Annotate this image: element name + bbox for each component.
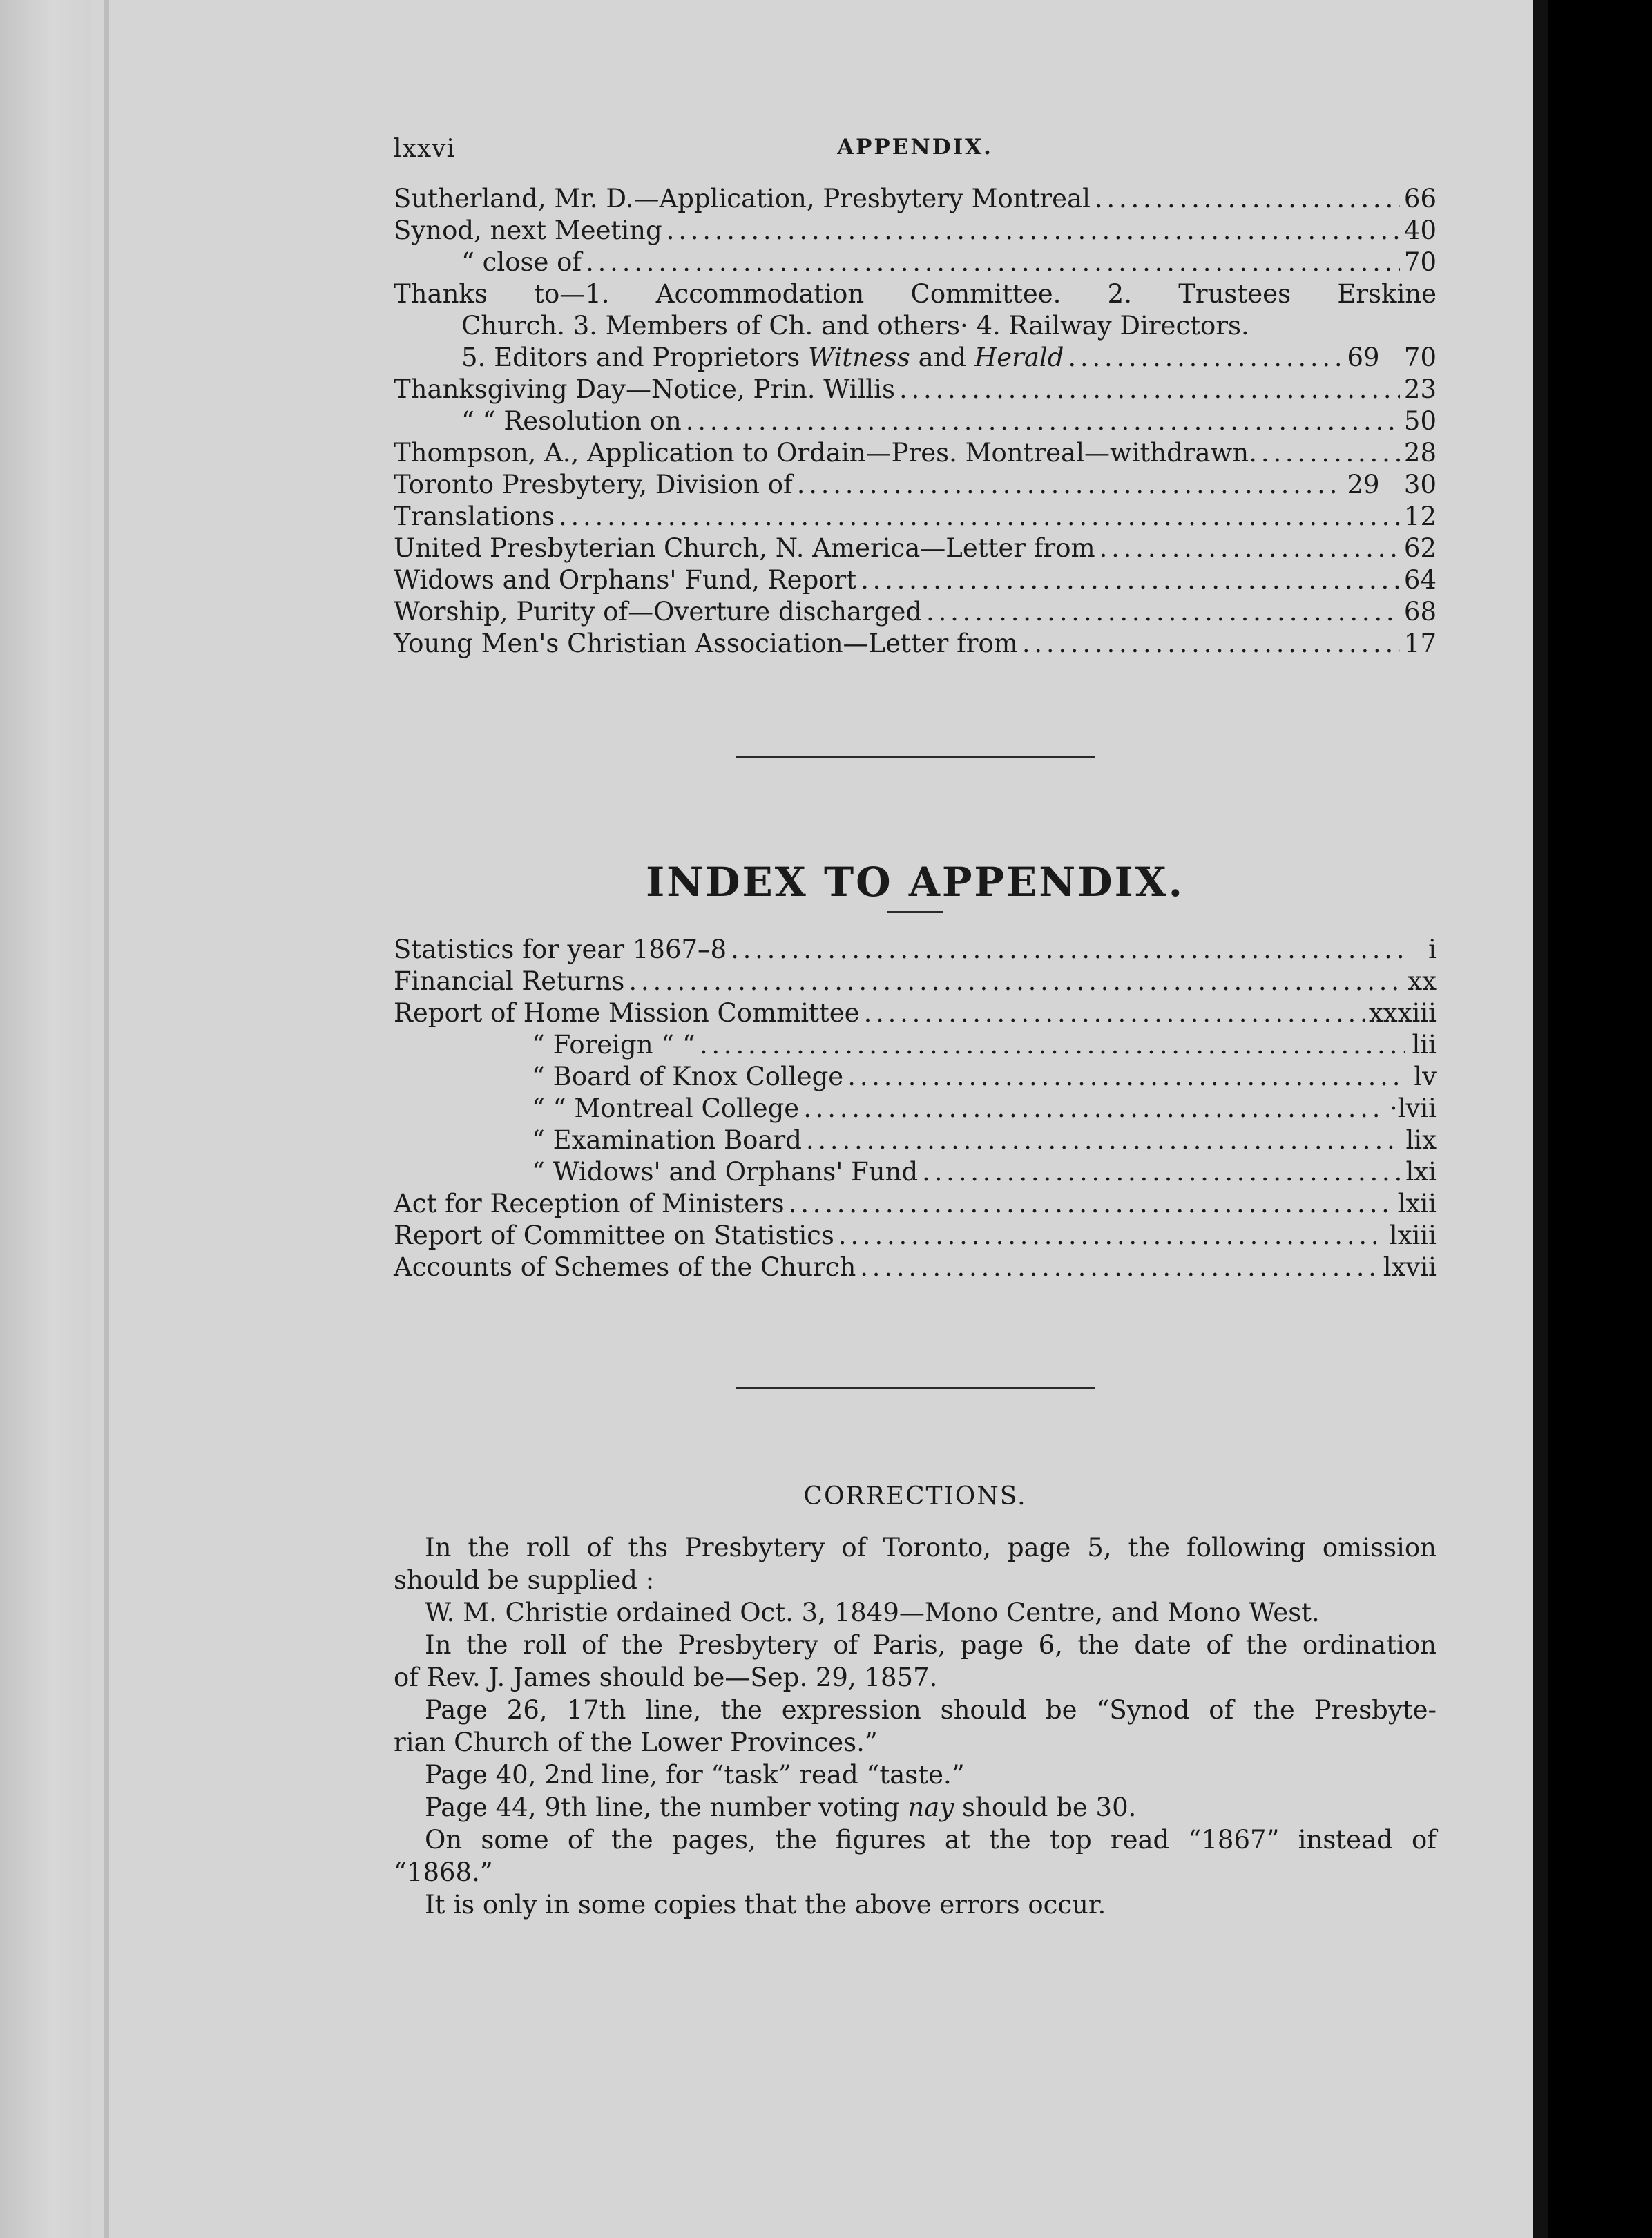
appendix-index-entry: “ Board of Knox College . . . lv [394, 1061, 1437, 1093]
appendix-index-entry: “ Examination Board . . . lix [394, 1125, 1437, 1156]
page-number: lxxvi [394, 135, 455, 163]
page-gutter [0, 0, 90, 2238]
index-entry: “ close of . . . 70 [394, 247, 1437, 278]
index-entry: Sutherland, Mr. D.—Application, Presbytery Montreal . . . 66 [394, 183, 1437, 215]
index-entry: Worship, Purity of—Overture discharged . . . 68 [394, 596, 1437, 628]
appendix-index-entry: Statistics for year 1867–8 . . . i [394, 934, 1437, 966]
correction-paragraph: It is only in some copies that the above errors occur. [425, 1890, 1106, 1920]
page-header [394, 135, 1437, 183]
index-entry: Widows and Orphans' Fund, Report . . . 64 [394, 564, 1437, 596]
appendix-index-entry: “ Foreign “ “ . . . lii [394, 1029, 1437, 1061]
index-to-appendix-title: INDEX TO APPENDIX. [646, 859, 1184, 906]
appendix-index-entry: Act for Reception of Ministers . . . lxii [394, 1188, 1437, 1220]
index-entry: 5. Editors and Proprietors Witness and Herald . . . 69 70 [394, 342, 1437, 374]
appendix-index-entry: “ Widows' and Orphans' Fund . . . lxi [394, 1156, 1437, 1188]
scan-border [1548, 0, 1652, 2238]
appendix-index-entry: Report of Committee on Statistics . . . lxiii [394, 1220, 1437, 1252]
correction-paragraph: Page 44, 9th line, the number voting nay should be 30. [425, 1792, 1137, 1822]
index-entry: Young Men's Christian Association—Letter from . . . 17 [394, 628, 1437, 660]
appendix-index-entry: Financial Returns . . . xx [394, 966, 1437, 997]
index-entry-line: Church. 3. Members of Ch. and others· 4. Railway Directors. [461, 311, 1249, 341]
correction-paragraph: W. M. Christie ordained Oct. 3, 1849—Mono Centre, and Mono West. [425, 1598, 1320, 1627]
correction-paragraph: Page 40, 2nd line, for “task” read “taste.” [425, 1760, 965, 1790]
appendix-index-entry: “ “ Montreal College . . . ·lvii [394, 1093, 1437, 1125]
page-content [394, 135, 1437, 1921]
index-entry: Synod, next Meeting . . . 40 [394, 215, 1437, 247]
appendix-index-list [394, 934, 1437, 1283]
correction-paragraph: Page 26, 17th line, the expression should be “Synod of the Presbyte- rian Church of the Lower Provinces.” [394, 1695, 1437, 1757]
page-right-edge [1533, 0, 1548, 2238]
corrections-title: CORRECTIONS. [803, 1482, 1027, 1511]
correction-paragraph: In the roll of the Presbytery of Paris, page 6, the date of the ordination of Rev. J. James should be—Sep. 29, 1857. [394, 1630, 1437, 1692]
index-entry: Thompson, A., Application to Ordain—Pres. Montreal—withdrawn. . . . 28 [394, 437, 1437, 469]
running-title: APPENDIX. [837, 135, 993, 160]
correction-paragraph: In the roll of ths Presbytery of Toronto, page 5, the following omission should be supplied : [394, 1533, 1437, 1595]
index-entry: United Presbyterian Church, N. America—Letter from . . . 62 [394, 533, 1437, 564]
corrections-body [394, 1531, 1437, 1921]
index-entry: “ “ Resolution on . . . 50 [394, 405, 1437, 437]
appendix-index-entry: Report of Home Mission Committee . . . xxxiii [394, 997, 1437, 1029]
index-entry-line: Thanks to—1. Accommodation Committee. 2. Trustees Erskine [394, 279, 1437, 309]
index-entry: Thanksgiving Day—Notice, Prin. Willis . . . 23 [394, 374, 1437, 405]
index-entry: Toronto Presbytery, Division of . . . 29 30 [394, 469, 1437, 501]
correction-paragraph: On some of the pages, the figures at the top read “1867” instead of “1868.” [394, 1825, 1437, 1887]
gutter-line [104, 0, 109, 2238]
appendix-index-entry: Accounts of Schemes of the Church . . . lxvii [394, 1252, 1437, 1283]
index-list [394, 183, 1437, 660]
index-entry: Translations . . . 12 [394, 501, 1437, 533]
